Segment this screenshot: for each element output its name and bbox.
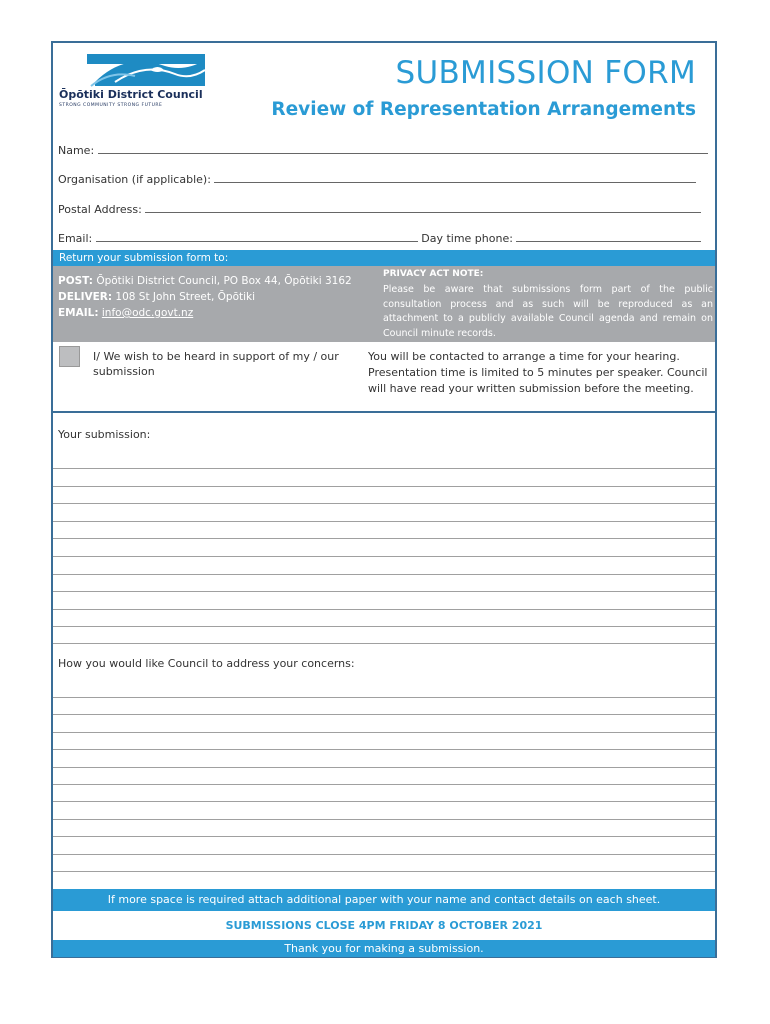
wish-to-be-heard-checkbox[interactable] xyxy=(59,346,80,367)
page-subtitle: Review of Representation Arrangements xyxy=(271,99,696,120)
writing-line[interactable] xyxy=(53,784,715,785)
email-line[interactable] xyxy=(96,231,418,242)
thank-you-note: Thank you for making a submission. xyxy=(53,940,715,957)
return-heading: Return your submission form to: xyxy=(53,250,715,266)
organisation-line[interactable] xyxy=(214,172,696,183)
deliver-label: DELIVER: xyxy=(58,291,113,303)
name-field[interactable] xyxy=(58,143,708,157)
council-logo xyxy=(55,52,215,112)
writing-line[interactable] xyxy=(53,697,715,698)
writing-line[interactable] xyxy=(53,749,715,750)
writing-line[interactable] xyxy=(53,836,715,837)
submissions-close: SUBMISSIONS CLOSE 4PM FRIDAY 8 OCTOBER 2021 xyxy=(225,919,543,932)
name-line[interactable] xyxy=(98,143,708,154)
writing-line[interactable] xyxy=(53,819,715,820)
privacy-heading: PRIVACY ACT NOTE: xyxy=(383,269,484,279)
writing-line[interactable] xyxy=(53,591,715,592)
logo-name: Ōpōtiki District Council xyxy=(59,88,203,101)
wish-to-be-heard-label: I/ We wish to be heard in support of my / our submission xyxy=(93,350,339,378)
writing-line[interactable] xyxy=(53,714,715,715)
postal-line[interactable] xyxy=(145,202,701,213)
writing-line[interactable] xyxy=(53,801,715,802)
writing-line[interactable] xyxy=(53,486,715,487)
logo-tagline: STRONG COMMUNITY STRONG FUTURE xyxy=(59,103,163,108)
writing-line[interactable] xyxy=(53,521,715,522)
writing-line[interactable] xyxy=(53,574,715,575)
writing-line[interactable] xyxy=(53,732,715,733)
postal-address-field[interactable] xyxy=(58,202,701,216)
section-divider xyxy=(53,643,715,644)
writing-line[interactable] xyxy=(53,503,715,504)
writing-line[interactable] xyxy=(53,556,715,557)
section-divider xyxy=(53,411,715,413)
concerns-label: How you would like Council to address your concerns: xyxy=(58,657,355,670)
wave-logo-icon xyxy=(55,52,215,88)
organisation-field[interactable] xyxy=(58,172,696,186)
writing-line[interactable] xyxy=(53,609,715,610)
writing-line[interactable] xyxy=(53,767,715,768)
hearing-note: You will be contacted to arrange a time for your hearing. Presentation time is limited to 5 minutes per speaker. Council will have read your written submission before the meeting. xyxy=(368,350,708,395)
phone-line[interactable] xyxy=(516,231,701,242)
email-label: Email: xyxy=(58,232,93,245)
email-address-label: EMAIL: xyxy=(58,307,99,319)
organisation-label: Organisation (if applicable): xyxy=(58,173,211,186)
email-field[interactable] xyxy=(58,231,701,245)
email-link[interactable]: info@odc.govt.nz xyxy=(101,307,194,319)
writing-line[interactable] xyxy=(53,871,715,872)
privacy-text: Please be aware that submissions form part of the public consultation process and as such will be reproduced as an attachment to a publicly available Council agenda and remain on Council minute records. xyxy=(383,284,713,339)
post-value: Ōpōtiki District Council, PO Box 44, Ōpōtiki 3162 xyxy=(96,275,352,287)
writing-line[interactable] xyxy=(53,854,715,855)
postal-label: Postal Address: xyxy=(58,203,142,216)
email-address xyxy=(58,307,193,319)
post-address xyxy=(58,275,352,287)
deliver-address xyxy=(58,291,255,303)
deliver-value: 108 St John Street, Ōpōtiki xyxy=(115,291,256,303)
writing-line[interactable] xyxy=(53,468,715,469)
post-label: POST: xyxy=(58,275,93,287)
more-space-note: If more space is required attach additional paper with your name and contact details on each sheet. xyxy=(53,889,715,911)
phone-label: Day time phone: xyxy=(421,232,513,245)
writing-line[interactable] xyxy=(53,538,715,539)
page-title: SUBMISSION FORM xyxy=(395,55,696,91)
name-label: Name: xyxy=(58,144,95,157)
writing-line[interactable] xyxy=(53,626,715,627)
submission-label: Your submission: xyxy=(58,428,151,441)
